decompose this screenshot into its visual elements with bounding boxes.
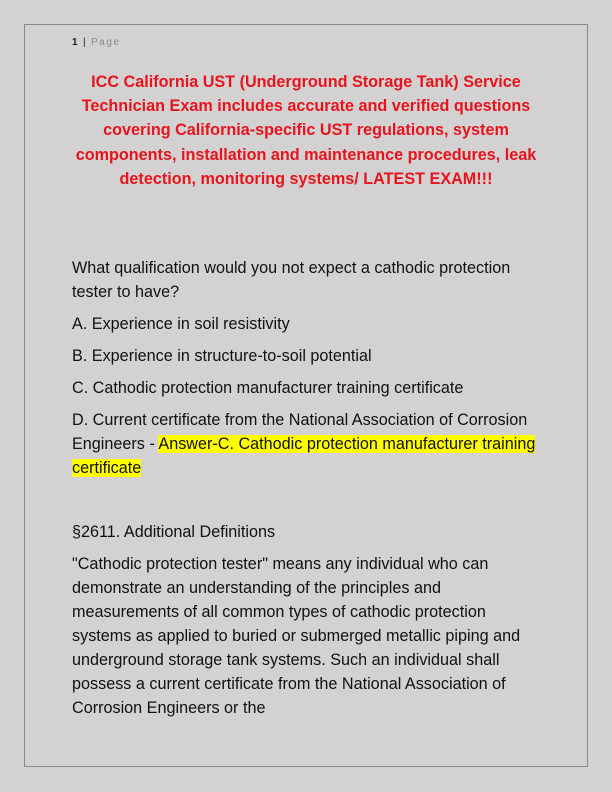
answer-highlight: Answer-C. Cathodic protection manufacturer training certificate xyxy=(72,435,536,477)
section-body: "Cathodic protection tester" means any individual who can demonstrate an understanding of the principles and measurements of all common types of cathodic protection systems as applied to buried or submerged metallic piping and underground storage tank systems. Such an individual shall possess a current certificate from the National Association of Corrosion Engineers or the xyxy=(72,555,521,717)
question-text: What qualification would you not expect a cathodic protection tester to have? xyxy=(72,259,511,301)
section-heading: §2611. Additional Definitions xyxy=(72,523,276,541)
option-c: C. Cathodic protection manufacturer training certificate xyxy=(72,379,464,397)
document-title: ICC California UST (Underground Storage Tank) Service Technician Exam includes accurate and verified questions covering California-specific UST regulations, system components, installation and maintenance procedures, leak detection, monitoring systems/ LATEST EXAM!!! xyxy=(75,73,537,188)
option-d-text: D. Current certificate from the National Association of Corrosion Engineers - xyxy=(72,411,528,453)
document-body xyxy=(72,256,547,720)
page-label: Page xyxy=(90,37,121,48)
option-b: B. Experience in structure-to-soil potential xyxy=(72,347,372,365)
page-number-value: 1 xyxy=(72,37,78,48)
option-a: A. Experience in soil resistivity xyxy=(72,315,290,333)
page-number-separator: | xyxy=(82,37,86,48)
page-number xyxy=(72,37,121,48)
option-d xyxy=(72,408,547,480)
